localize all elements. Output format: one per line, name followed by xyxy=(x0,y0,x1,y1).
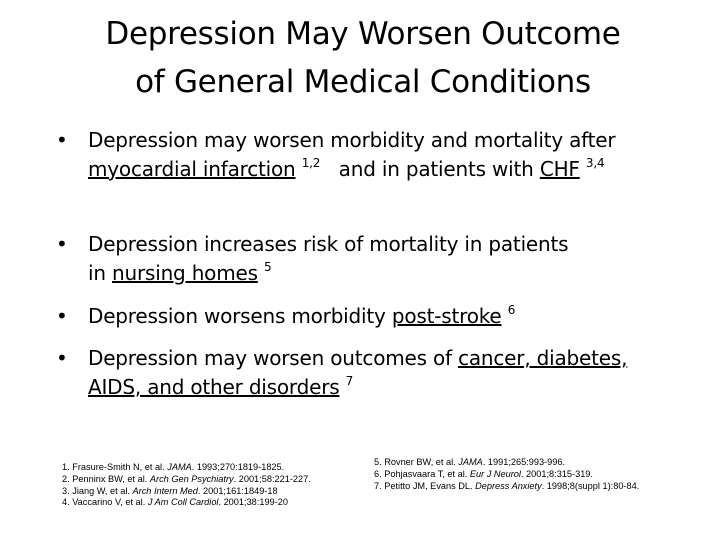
bullet-text: Depression increases risk of mortality in patients xyxy=(88,232,569,256)
reference-citation: . 2001;58:221-227. xyxy=(233,473,311,484)
bullet-dot: • xyxy=(56,346,68,370)
reference-item xyxy=(62,486,311,498)
bullet-text xyxy=(88,155,712,184)
underlined-term: CHF xyxy=(539,157,580,181)
reference-item xyxy=(374,481,639,493)
bullet-text-segment: Depression worsens morbidity xyxy=(88,304,386,328)
title-line-2: of General Medical Conditions xyxy=(135,64,591,100)
bullet-item xyxy=(56,302,712,331)
reference-item xyxy=(62,497,311,509)
reference-number: 3. xyxy=(62,485,70,496)
reference-citation: . 1998;8(suppl 1):80-84. xyxy=(541,480,640,491)
reference-journal: Arch Gen Psychiatry xyxy=(149,473,234,484)
reference-item xyxy=(62,474,311,486)
slide-title xyxy=(0,10,720,106)
bullet-dot: • xyxy=(56,232,68,256)
bullet-item xyxy=(56,230,712,288)
title-line-1: Depression May Worsen Outcome xyxy=(105,16,621,52)
reference-item xyxy=(62,462,311,474)
reference-authors: Penninx BW, et al. xyxy=(72,473,148,484)
bullet-item xyxy=(56,344,712,402)
reference-journal: Eur J Neurol xyxy=(469,468,521,479)
reference-journal: J Am Coll Cardiol xyxy=(147,497,219,508)
reference-superscript: 6 xyxy=(507,303,516,317)
reference-journal: Depress Anxiety xyxy=(475,480,542,491)
underlined-term: nursing homes xyxy=(112,261,258,285)
bullet-text xyxy=(88,302,712,331)
underlined-term: cancer, diabetes, xyxy=(458,346,628,370)
reference-journal: Arch Intern Med xyxy=(132,485,198,496)
reference-journal: JAMA xyxy=(458,457,483,467)
references-right xyxy=(374,457,639,492)
reference-number: 1. xyxy=(62,462,70,472)
reference-authors: Jiang W, et al. xyxy=(72,485,130,496)
reference-superscript: 3,4 xyxy=(585,156,605,170)
bullet-item xyxy=(56,126,712,184)
bullet-dot: • xyxy=(56,304,68,328)
reference-authors: Rovner BW, et al. xyxy=(384,457,456,467)
reference-citation: . 1991;265:993-996. xyxy=(482,457,566,467)
bullet-dot: • xyxy=(56,128,68,152)
underlined-term: AIDS, and other disorders xyxy=(88,375,340,399)
bullet-text xyxy=(88,259,712,288)
reference-number: 7. xyxy=(374,480,382,491)
reference-item xyxy=(374,469,639,481)
reference-number: 6. xyxy=(374,468,382,479)
reference-citation: . 1993;270:1819-1825. xyxy=(191,462,285,472)
reference-authors: Frasure-Smith N, et al. xyxy=(72,462,165,472)
bullet-text-segment: Depression may worsen outcomes of xyxy=(88,346,452,370)
bullet-text-segment: and in patients with xyxy=(338,157,534,181)
references-left xyxy=(62,462,311,509)
underlined-term: post-stroke xyxy=(391,304,502,328)
underlined-term: myocardial infarction xyxy=(88,157,296,181)
reference-authors: Petitto JM, Evans DL. xyxy=(384,480,473,491)
reference-number: 5. xyxy=(374,457,382,467)
reference-superscript: 5 xyxy=(264,260,272,274)
reference-number: 4. xyxy=(62,497,70,508)
reference-item xyxy=(374,457,639,469)
reference-authors: Vaccarino V, et al. xyxy=(72,497,146,508)
bullet-text xyxy=(88,373,712,402)
reference-citation: . 2001;8:315-319. xyxy=(520,468,593,479)
bullet-text xyxy=(88,344,712,373)
reference-superscript: 7 xyxy=(345,374,354,388)
reference-superscript: 1,2 xyxy=(301,156,321,170)
reference-citation: . 2001;161:1849-18 xyxy=(197,485,278,496)
reference-citation: . 2001;38:199-20 xyxy=(218,497,288,508)
reference-journal: JAMA xyxy=(167,462,192,472)
bullet-text-segment: in xyxy=(88,261,106,285)
reference-number: 2. xyxy=(62,473,70,484)
bullet-text: Depression may worsen morbidity and mortality after xyxy=(88,128,616,152)
reference-authors: Pohjasvaara T, et al. xyxy=(384,468,468,479)
